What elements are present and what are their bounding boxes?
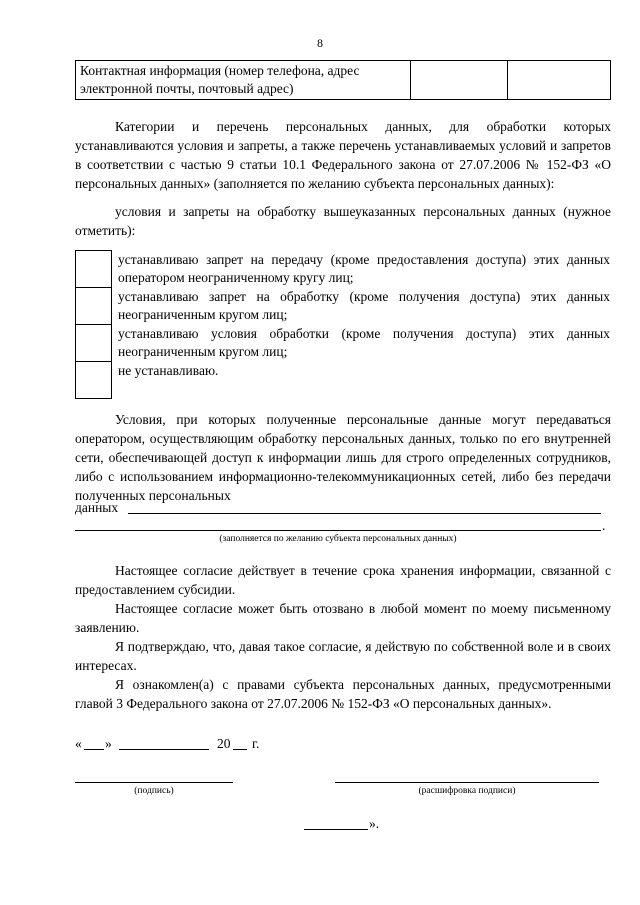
date-month-field[interactable] — [119, 749, 209, 750]
confirmation-paragraph: Я подтверждаю, что, давая такое согласие, я действую по собственной воле и в своих интересах. — [75, 639, 611, 673]
option-1-text: устанавливаю запрет на передачу (кроме предоставления доступа) этих данных оператором неограниченному кругу лиц; — [118, 251, 610, 285]
signature-label: (подпись) — [134, 786, 174, 796]
conditions-checkbox-table — [75, 250, 611, 399]
closing-fill-line[interactable] — [304, 829, 368, 830]
transfer-fill-line-2[interactable] — [75, 530, 601, 531]
conditions-intro: условия и запреты на обработку вышеуказанных персональных данных (нужное отметить): — [75, 204, 611, 238]
transfer-hint: (заполняется по желанию субъекта персональных данных) — [219, 534, 457, 544]
date-year-prefix: 20 — [217, 736, 231, 751]
option-2-text: устанавливаю запрет на обработку (кроме получения доступа) этих данных неограниченным кругом лиц; — [118, 288, 610, 322]
checkbox-option-3[interactable] — [76, 325, 112, 362]
date-day-field[interactable] — [84, 749, 104, 750]
decoding-line[interactable] — [335, 782, 599, 783]
revocation-paragraph: Настоящее согласие может быть отозвано в любой момент по моему письменному заявлению. — [75, 601, 611, 635]
decoding-label: (расшифровка подписи) — [418, 786, 516, 796]
period-mark: . — [602, 518, 606, 533]
categories-paragraph: Категории и перечень персональных данных, для обработки которых устанавливаются условия и запреты, а также перечень устанавливаемых условий и запретов в соответствии с частью 9 статьи 10.1 Федерального закона от 27.07.2006 № 152-ФЗ «О персональных данных» (заполняется по желанию субъекта персональных данных): — [75, 119, 611, 191]
table-row — [76, 251, 611, 288]
table-row — [76, 288, 611, 325]
acquainted-paragraph: Я ознакомлен(а) с правами субъекта персональных данных, предусмотренными главой 3 Федерального закона от 27.07.2006 № 152-ФЗ «О персональных данных». — [75, 677, 611, 711]
contact-info-cell-2[interactable] — [508, 61, 611, 100]
closing-mark: ». — [369, 816, 380, 831]
date-year-field[interactable] — [233, 749, 247, 750]
checkbox-option-4[interactable] — [76, 362, 112, 399]
table-row — [76, 325, 611, 362]
validity-paragraph: Настоящее согласие действует в течение срока хранения информации, связанной с предоставлением субсидии. — [75, 563, 611, 597]
option-3-text: устанавливаю условия обработки (кроме получения доступа) этих данных неограниченным кругом лиц; — [118, 325, 610, 359]
date-open-quote: « — [75, 736, 82, 751]
transfer-fill-line-1[interactable] — [128, 513, 601, 514]
signature-line[interactable] — [75, 782, 233, 783]
date-close-quote: » — [105, 736, 112, 751]
date-year-suffix: г. — [252, 736, 260, 751]
checkbox-option-2[interactable] — [76, 288, 112, 325]
transfer-paragraph: Условия, при которых полученные персональные данные могут передаваться оператором, осуществляющим обработку персональных данных, только по его внутренней сети, обеспечивающей доступ к информации лишь для строго определенных сотрудников, либо с использованием информационно-телекоммуникационных сетей, либо без передачи полученных персональных — [75, 412, 611, 503]
option-4-text: не устанавливаю. — [118, 362, 219, 378]
contact-info-label: Контактная информация (номер телефона, адрес электронной почты, почтовый адрес) — [76, 61, 411, 100]
transfer-tail-word: данных — [75, 500, 119, 515]
page-number: 8 — [317, 36, 323, 50]
table-row — [76, 61, 611, 100]
contact-info-cell-1[interactable] — [411, 61, 508, 100]
table-row — [76, 362, 611, 399]
checkbox-option-1[interactable] — [76, 251, 112, 288]
contact-info-table — [75, 60, 611, 100]
